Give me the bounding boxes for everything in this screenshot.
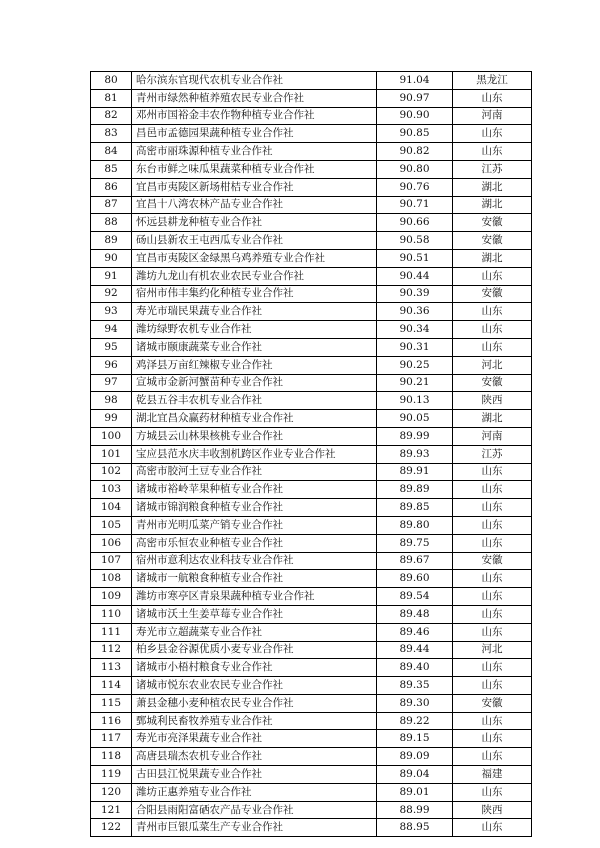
score-cell: 89.46 (377, 623, 453, 641)
score-cell: 89.15 (377, 730, 453, 748)
table-row (91, 249, 532, 267)
province-cell: 山东 (453, 143, 532, 161)
cooperative-name-cell: 诸城市沃土生姜草莓专业合作社 (132, 605, 377, 623)
cooperative-name-cell: 宿州市伟丰集约化种植专业合作社 (132, 285, 377, 303)
table-row (91, 107, 532, 125)
table-row (91, 214, 532, 232)
table-row (91, 463, 532, 481)
cooperative-name-cell: 怀远县耕龙种植专业合作社 (132, 214, 377, 232)
table-row (91, 338, 532, 356)
table-row (91, 730, 532, 748)
province-cell: 河北 (453, 356, 532, 374)
score-cell: 89.48 (377, 605, 453, 623)
cooperative-name-cell: 宿州市意利达农业科技专业合作社 (132, 552, 377, 570)
table-row (91, 72, 532, 90)
cooperative-name-cell: 宜昌十八湾农林产品专业合作社 (132, 196, 377, 214)
table-row (91, 659, 532, 677)
rank-number-cell: 91 (91, 267, 132, 285)
table-row (91, 178, 532, 196)
cooperative-name-cell: 诸城市小梧村粮食专业合作社 (132, 659, 377, 677)
score-cell: 89.04 (377, 766, 453, 784)
province-cell: 山东 (453, 463, 532, 481)
province-cell: 江苏 (453, 445, 532, 463)
province-cell: 湖北 (453, 249, 532, 267)
rank-number-cell: 98 (91, 392, 132, 410)
table-row (91, 303, 532, 321)
score-cell: 90.58 (377, 232, 453, 250)
table-row (91, 125, 532, 143)
province-cell: 河北 (453, 641, 532, 659)
cooperative-name-cell: 青州市绿然种植养殖农民专业合作社 (132, 89, 377, 107)
score-cell: 90.25 (377, 356, 453, 374)
province-cell: 山东 (453, 819, 532, 837)
table-row (91, 445, 532, 463)
table-row (91, 89, 532, 107)
province-cell: 山东 (453, 481, 532, 499)
score-cell: 89.09 (377, 748, 453, 766)
rank-number-cell: 99 (91, 410, 132, 428)
table-row (91, 410, 532, 428)
cooperative-name-cell: 萧县金穗小麦种植农民专业合作社 (132, 694, 377, 712)
cooperative-name-cell: 诸城市锦润粮食种植专业合作社 (132, 499, 377, 517)
table-row (91, 356, 532, 374)
table-row (91, 374, 532, 392)
rank-number-cell: 95 (91, 338, 132, 356)
table-row (91, 783, 532, 801)
table-row (91, 196, 532, 214)
province-cell: 山东 (453, 677, 532, 695)
cooperative-name-cell: 鄄城利民畜牧养殖专业合作社 (132, 712, 377, 730)
province-cell: 山东 (453, 748, 532, 766)
province-cell: 陕西 (453, 392, 532, 410)
table-row (91, 516, 532, 534)
province-cell: 山东 (453, 89, 532, 107)
table-row (91, 267, 532, 285)
score-cell: 89.60 (377, 570, 453, 588)
province-cell: 山东 (453, 783, 532, 801)
rank-number-cell: 122 (91, 819, 132, 837)
rank-number-cell: 107 (91, 552, 132, 570)
score-cell: 89.75 (377, 534, 453, 552)
table-row (91, 570, 532, 588)
province-cell: 山东 (453, 588, 532, 606)
score-cell: 90.80 (377, 160, 453, 178)
rank-number-cell: 81 (91, 89, 132, 107)
score-cell: 90.31 (377, 338, 453, 356)
rank-number-cell: 105 (91, 516, 132, 534)
table-row (91, 534, 532, 552)
province-cell: 安徽 (453, 552, 532, 570)
score-cell: 90.51 (377, 249, 453, 267)
score-cell: 90.97 (377, 89, 453, 107)
rank-number-cell: 109 (91, 588, 132, 606)
cooperative-name-cell: 宜昌市夷陵区新场柑桔专业合作社 (132, 178, 377, 196)
cooperative-name-cell: 柏乡县金谷源优质小麦专业合作社 (132, 641, 377, 659)
rank-number-cell: 108 (91, 570, 132, 588)
province-cell: 山东 (453, 125, 532, 143)
cooperative-name-cell: 砀山县新农王屯西瓜专业合作社 (132, 232, 377, 250)
score-cell: 90.85 (377, 125, 453, 143)
rank-number-cell: 88 (91, 214, 132, 232)
score-cell: 89.54 (377, 588, 453, 606)
province-cell: 江苏 (453, 160, 532, 178)
score-cell: 89.89 (377, 481, 453, 499)
cooperative-name-cell: 邓州市国裕金丰农作物种植专业合作社 (132, 107, 377, 125)
cooperative-name-cell: 青州市光明瓜菜产销专业合作社 (132, 516, 377, 534)
table-row (91, 232, 532, 250)
cooperative-name-cell: 潍坊正惠养殖专业合作社 (132, 783, 377, 801)
cooperative-name-cell: 古田县江悦果蔬专业合作社 (132, 766, 377, 784)
province-cell: 湖北 (453, 196, 532, 214)
rank-number-cell: 114 (91, 677, 132, 695)
province-cell: 山东 (453, 267, 532, 285)
rank-number-cell: 104 (91, 499, 132, 517)
score-cell: 89.40 (377, 659, 453, 677)
province-cell: 山东 (453, 499, 532, 517)
table-row (91, 605, 532, 623)
score-cell: 89.44 (377, 641, 453, 659)
cooperative-name-cell: 方城县云山林果核桃专业合作社 (132, 427, 377, 445)
province-cell: 安徽 (453, 214, 532, 232)
cooperative-name-cell: 宜昌市夷陵区金绿黑乌鸡养殖专业合作社 (132, 249, 377, 267)
score-cell: 91.04 (377, 72, 453, 90)
rank-number-cell: 110 (91, 605, 132, 623)
rank-number-cell: 119 (91, 766, 132, 784)
province-cell: 山东 (453, 730, 532, 748)
province-cell: 山东 (453, 570, 532, 588)
cooperative-name-cell: 高唐县瑞杰农机专业合作社 (132, 748, 377, 766)
rank-number-cell: 118 (91, 748, 132, 766)
cooperative-name-cell: 诸城市悦东农业农民专业合作社 (132, 677, 377, 695)
rank-number-cell: 87 (91, 196, 132, 214)
province-cell: 山东 (453, 516, 532, 534)
cooperative-name-cell: 乾县五谷丰农机专业合作社 (132, 392, 377, 410)
rank-number-cell: 89 (91, 232, 132, 250)
score-cell: 89.99 (377, 427, 453, 445)
score-cell: 90.21 (377, 374, 453, 392)
cooperative-name-cell: 鸡泽县万亩红辣椒专业合作社 (132, 356, 377, 374)
score-cell: 89.80 (377, 516, 453, 534)
table-row (91, 712, 532, 730)
rank-number-cell: 85 (91, 160, 132, 178)
cooperative-name-cell: 宝应县范水庆丰收割机跨区作业专业合作社 (132, 445, 377, 463)
rank-number-cell: 103 (91, 481, 132, 499)
province-cell: 河南 (453, 427, 532, 445)
rank-number-cell: 92 (91, 285, 132, 303)
cooperative-ranking-table (90, 71, 532, 837)
score-cell: 89.01 (377, 783, 453, 801)
rank-number-cell: 83 (91, 125, 132, 143)
table-row (91, 694, 532, 712)
province-cell: 安徽 (453, 694, 532, 712)
table-row (91, 801, 532, 819)
table-row (91, 392, 532, 410)
score-cell: 89.35 (377, 677, 453, 695)
cooperative-name-cell: 宣城市金新河蟹苗种专业合作社 (132, 374, 377, 392)
table-row (91, 285, 532, 303)
rank-number-cell: 121 (91, 801, 132, 819)
rank-number-cell: 100 (91, 427, 132, 445)
cooperative-name-cell: 潍坊市寒亭区青泉果蔬种植专业合作社 (132, 588, 377, 606)
province-cell: 山东 (453, 712, 532, 730)
cooperative-name-cell: 高密市胶河土豆专业合作社 (132, 463, 377, 481)
score-cell: 89.22 (377, 712, 453, 730)
cooperative-name-cell: 湖北宜昌众赢药材种植专业合作社 (132, 410, 377, 428)
rank-number-cell: 86 (91, 178, 132, 196)
rank-number-cell: 115 (91, 694, 132, 712)
rank-number-cell: 113 (91, 659, 132, 677)
cooperative-name-cell: 青州市巨银瓜菜生产专业合作社 (132, 819, 377, 837)
rank-number-cell: 106 (91, 534, 132, 552)
score-cell: 90.82 (377, 143, 453, 161)
cooperative-name-cell: 哈尔滨东官现代农机专业合作社 (132, 72, 377, 90)
table-row (91, 160, 532, 178)
table-row (91, 623, 532, 641)
rank-number-cell: 93 (91, 303, 132, 321)
score-cell: 88.99 (377, 801, 453, 819)
score-cell: 90.39 (377, 285, 453, 303)
score-cell: 90.76 (377, 178, 453, 196)
province-cell: 福建 (453, 766, 532, 784)
score-cell: 90.71 (377, 196, 453, 214)
table-row (91, 748, 532, 766)
cooperative-name-cell: 诸城市一航粮食种植专业合作社 (132, 570, 377, 588)
province-cell: 山东 (453, 534, 532, 552)
rank-number-cell: 101 (91, 445, 132, 463)
province-cell: 河南 (453, 107, 532, 125)
rank-number-cell: 112 (91, 641, 132, 659)
rank-number-cell: 96 (91, 356, 132, 374)
score-cell: 90.34 (377, 321, 453, 339)
rank-number-cell: 80 (91, 72, 132, 90)
rank-number-cell: 90 (91, 249, 132, 267)
province-cell: 山东 (453, 321, 532, 339)
province-cell: 安徽 (453, 232, 532, 250)
rank-number-cell: 111 (91, 623, 132, 641)
cooperative-name-cell: 寿光市亮泽果蔬专业合作社 (132, 730, 377, 748)
province-cell: 湖北 (453, 178, 532, 196)
table-body (91, 72, 532, 837)
province-cell: 湖北 (453, 410, 532, 428)
cooperative-name-cell: 潍坊九龙山有机农业农民专业合作社 (132, 267, 377, 285)
cooperative-name-cell: 高密市丽珠源种植专业合作社 (132, 143, 377, 161)
province-cell: 山东 (453, 659, 532, 677)
rank-number-cell: 94 (91, 321, 132, 339)
province-cell: 山东 (453, 605, 532, 623)
cooperative-name-cell: 寿光市立超蔬菜专业合作社 (132, 623, 377, 641)
table-row (91, 552, 532, 570)
province-cell: 安徽 (453, 285, 532, 303)
table-row (91, 481, 532, 499)
province-cell: 山东 (453, 303, 532, 321)
rank-number-cell: 82 (91, 107, 132, 125)
cooperative-name-cell: 合阳县雨阳富硒农产品专业合作社 (132, 801, 377, 819)
score-cell: 89.85 (377, 499, 453, 517)
score-cell: 90.13 (377, 392, 453, 410)
cooperative-name-cell: 潍坊绿野农机专业合作社 (132, 321, 377, 339)
cooperative-name-cell: 东台市鲜之味瓜果蔬菜种植专业合作社 (132, 160, 377, 178)
score-cell: 90.44 (377, 267, 453, 285)
cooperative-name-cell: 昌邑市孟德园果蔬种植专业合作社 (132, 125, 377, 143)
score-cell: 89.93 (377, 445, 453, 463)
table-row (91, 499, 532, 517)
score-cell: 89.91 (377, 463, 453, 481)
score-cell: 90.66 (377, 214, 453, 232)
rank-number-cell: 102 (91, 463, 132, 481)
cooperative-name-cell: 高密市乐恒农业种植专业合作社 (132, 534, 377, 552)
province-cell: 山东 (453, 338, 532, 356)
rank-number-cell: 117 (91, 730, 132, 748)
score-cell: 89.30 (377, 694, 453, 712)
province-cell: 陕西 (453, 801, 532, 819)
table-row (91, 427, 532, 445)
rank-number-cell: 116 (91, 712, 132, 730)
table-row (91, 321, 532, 339)
table-row (91, 766, 532, 784)
cooperative-name-cell: 诸城市裕岭苹果种植专业合作社 (132, 481, 377, 499)
rank-number-cell: 97 (91, 374, 132, 392)
score-cell: 89.67 (377, 552, 453, 570)
table-row (91, 588, 532, 606)
province-cell: 山东 (453, 623, 532, 641)
rank-number-cell: 84 (91, 143, 132, 161)
province-cell: 黑龙江 (453, 72, 532, 90)
table-row (91, 143, 532, 161)
cooperative-name-cell: 寿光市瑞民果蔬专业合作社 (132, 303, 377, 321)
score-cell: 90.90 (377, 107, 453, 125)
table-row (91, 641, 532, 659)
province-cell: 安徽 (453, 374, 532, 392)
score-cell: 90.36 (377, 303, 453, 321)
score-cell: 90.05 (377, 410, 453, 428)
table-row (91, 819, 532, 837)
score-cell: 88.95 (377, 819, 453, 837)
table-row (91, 677, 532, 695)
rank-number-cell: 120 (91, 783, 132, 801)
cooperative-name-cell: 诸城市颐康蔬菜专业合作社 (132, 338, 377, 356)
